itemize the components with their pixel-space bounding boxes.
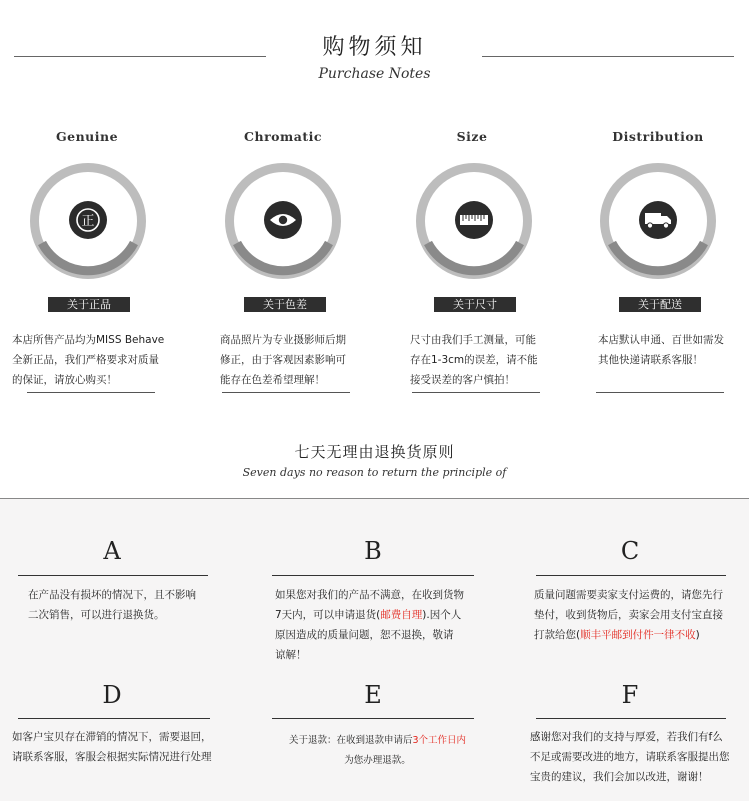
svg-text:正: 正 bbox=[81, 214, 95, 229]
feature-heading-genuine: Genuine bbox=[55, 129, 119, 144]
policy-letter-c: C bbox=[620, 537, 640, 565]
feature-heading-size: Size bbox=[456, 129, 488, 144]
policy-letter-a: A bbox=[103, 537, 121, 565]
feature-heading-chromatic: Chromatic bbox=[244, 129, 322, 144]
feature-desc-size: 尺寸由我们手工测量，可能 存在1-3cm的误差，请不能 接受误差的客户慎拍！ bbox=[410, 334, 538, 386]
policy-text-c: 质量问题需要卖家支付运费的，请您先行 垫付，收到货物后，卖家会用支付宝直接 打款给您(顺丰平邮到付件一律不收) bbox=[534, 589, 723, 641]
feature-tag-size: 关于尺寸 bbox=[434, 297, 516, 312]
policy-letter-d: D bbox=[102, 681, 122, 709]
feature-divider-distribution bbox=[596, 392, 724, 393]
policy-rule-a bbox=[18, 575, 208, 576]
policy-letter-b: B bbox=[364, 537, 382, 565]
policy-rule-d bbox=[18, 718, 210, 719]
page-subtitle: Purchase Notes bbox=[318, 66, 431, 82]
policy-rule-e bbox=[272, 718, 474, 719]
genuine-seal-icon bbox=[69, 201, 107, 239]
policy-rule-f bbox=[536, 718, 726, 719]
policy-text-d: 如客户宝贝存在滞销的情况下，需要退回， 请联系客服，客服会根据实际情况进行处理 bbox=[12, 731, 212, 763]
feature-divider-size bbox=[412, 392, 540, 393]
feature-heading-distribution: Distribution bbox=[612, 129, 704, 144]
feature-tag-chromatic: 关于色差 bbox=[244, 297, 326, 312]
policy-highlight-e: 3个工作日内 bbox=[412, 735, 467, 746]
returns-subtitle: Seven days no reason to return the principle of bbox=[242, 466, 507, 479]
policy-text-f: 感谢您对我们的支持与厚爱，若我们有f么 不足或需要改进的地方，请联系客服提出您 宝贵的建议，我们会加以改进，谢谢！ bbox=[530, 731, 730, 783]
truck-icon bbox=[639, 201, 677, 239]
policy-text-b: 如果您对我们的产品不满意，在收到货物 7天内，可以申请退货(邮费自理).因个人 原因造成的质量问题，恕不退换，敬请 谅解！ bbox=[275, 589, 464, 661]
policy-letter-f: F bbox=[621, 681, 639, 709]
returns-title: 七天无理由退换货原则 bbox=[294, 443, 455, 461]
policy-letter-e: E bbox=[364, 681, 382, 709]
feature-tag-distribution: 关于配送 bbox=[619, 297, 701, 312]
policy-rule-b bbox=[272, 575, 474, 576]
policy-highlight-c: 顺丰平邮到付件一律不收 bbox=[580, 629, 696, 641]
policy-text-e: 关于退款：在收到退款申请后3个工作日内 为您办理退款。 bbox=[288, 735, 467, 766]
feature-desc-genuine: 本店所售产品均为MISS Behave 全新正品，我们严格要求对质量 的保证，请放心购买！ bbox=[12, 334, 165, 386]
policy-rule-c bbox=[536, 575, 726, 576]
policy-highlight-b: 邮费自理 bbox=[380, 609, 423, 621]
page-title: 购物须知 bbox=[322, 35, 427, 60]
policy-text-a: 在产品没有损坏的情况下，且不影响 二次销售，可以进行退换货。 bbox=[28, 589, 196, 621]
feature-divider-chromatic bbox=[222, 392, 350, 393]
ruler-icon bbox=[455, 201, 493, 239]
eye-icon bbox=[264, 201, 302, 239]
returns-panel bbox=[0, 498, 749, 801]
feature-desc-distribution: 本店默认申通、百世如需发 其他快递请联系客服！ bbox=[598, 334, 724, 366]
feature-desc-chromatic: 商品照片为专业摄影师后期 修正，由于客观因素影响可 能存在色差希望理解！ bbox=[220, 334, 346, 386]
feature-tag-genuine: 关于正品 bbox=[48, 297, 130, 312]
feature-divider-genuine bbox=[27, 392, 155, 393]
